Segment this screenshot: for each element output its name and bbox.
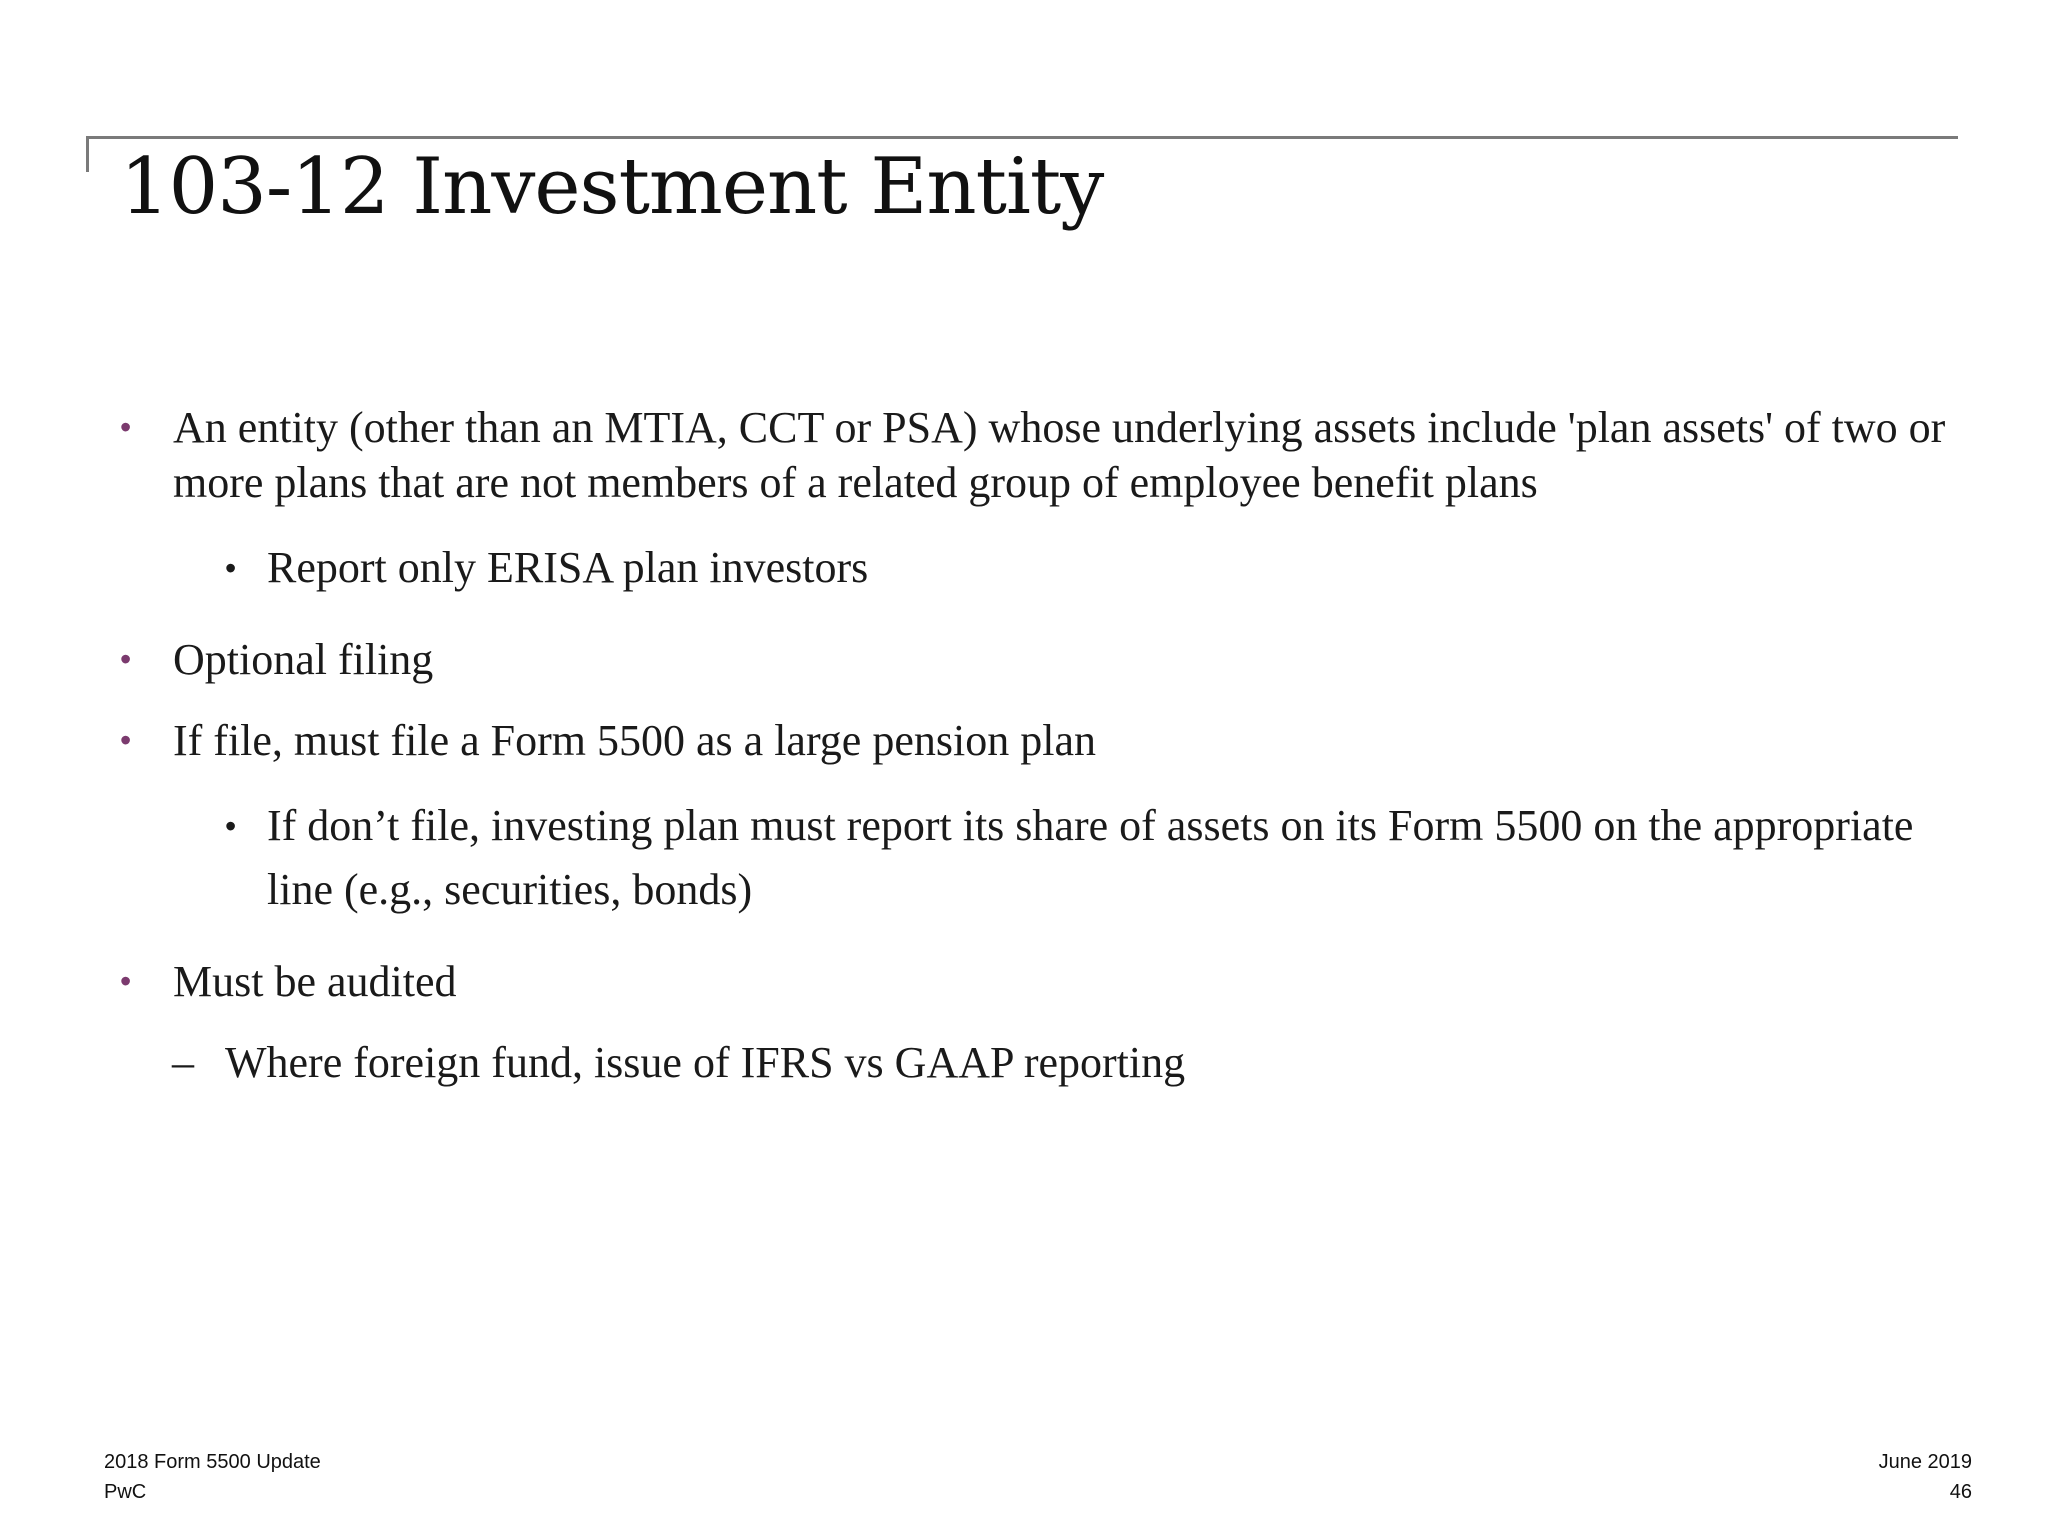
footer-date: June 2019 xyxy=(1878,1451,1972,1473)
bullet-text: If file, must file a Form 5500 as a large pension plan xyxy=(173,716,1096,765)
footer-left xyxy=(104,1447,321,1507)
bullet-marker: • xyxy=(225,550,237,586)
bullet-marker: • xyxy=(225,808,237,844)
footer-company: PwC xyxy=(104,1481,147,1503)
footer-right xyxy=(1879,1447,1972,1507)
bullet-marker: • xyxy=(120,641,132,677)
bullet-item xyxy=(110,632,1950,687)
bullet-text: Must be audited xyxy=(173,957,457,1006)
bullet-text: If don’t file, investing plan must report its share of assets on its Form 5500 on the appropriate line (e.g., securities, bonds) xyxy=(267,801,1914,914)
sub-bullet-item xyxy=(110,794,1950,922)
bullet-text: Report only ERISA plan investors xyxy=(267,543,869,592)
bullet-marker: • xyxy=(120,963,132,999)
page-number: 46 xyxy=(1949,1481,1972,1503)
sub-bullet-item xyxy=(110,536,1950,600)
slide-body xyxy=(110,400,1950,1110)
bullet-marker: • xyxy=(120,409,132,445)
title-frame-left-rule xyxy=(86,136,89,172)
footer-presentation-title: 2018 Form 5500 Update xyxy=(104,1451,321,1473)
bullet-item xyxy=(110,400,1950,510)
bullet-text: Optional filing xyxy=(173,635,434,684)
bullet-marker: • xyxy=(120,722,132,758)
slide-title: 103-12 Investment Entity xyxy=(120,142,1104,232)
dash-marker: – xyxy=(172,1038,194,1087)
bullet-item xyxy=(110,954,1950,1009)
dash-sub-item xyxy=(110,1035,1950,1090)
bullet-text: Where foreign fund, issue of IFRS vs GAAP reporting xyxy=(225,1038,1186,1087)
title-frame-top-rule xyxy=(86,136,1958,139)
bullet-item xyxy=(110,713,1950,768)
bullet-text: An entity (other than an MTIA, CCT or PSA) whose underlying assets include 'plan assets' of two or more plans that are not members of a related group of employee benefit plans xyxy=(173,403,1946,507)
